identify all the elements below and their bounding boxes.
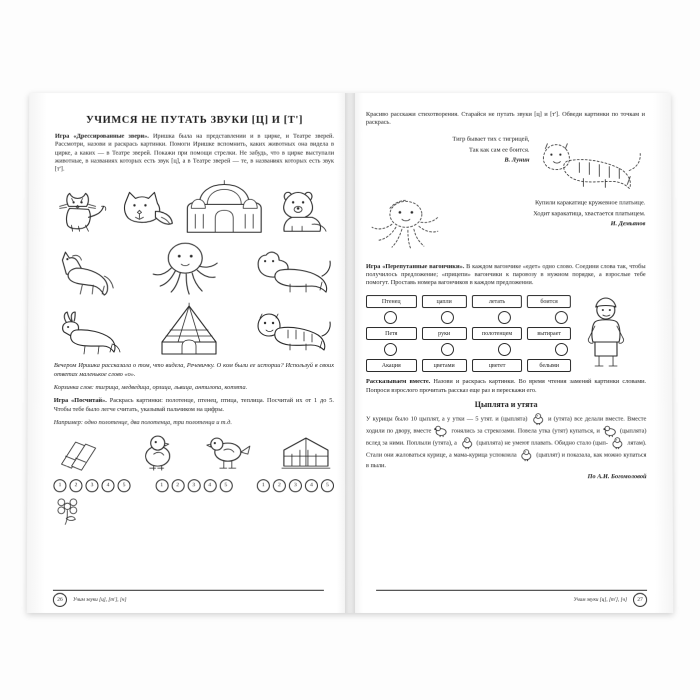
word-box[interactable]: белыми [527, 359, 571, 372]
animals-row-1 [55, 179, 335, 235]
game3-paragraph [366, 263, 646, 288]
story-line-5: (цыплята) не умеют плавать. Обидно стало (цып- [476, 439, 608, 447]
chick-drawing [136, 432, 180, 472]
num-1[interactable]: 1 [53, 479, 66, 492]
right-page [350, 93, 673, 613]
answer-circle[interactable] [555, 312, 568, 325]
poem1-line1: Тигр бывает тих с тигрицей, [452, 135, 530, 143]
game3-label: Игра «Перепутанные вагончики». [365, 262, 465, 270]
example-text: Например: одно полотенце, два полотенца, три полотенца и т.д. [53, 419, 232, 427]
num-3[interactable]: 3 [289, 479, 302, 492]
answer-circle[interactable] [498, 312, 511, 325]
num-4[interactable]: 4 [101, 479, 114, 492]
boy-drawing [577, 297, 635, 371]
word-box[interactable]: полотенцем [472, 327, 523, 340]
octopus-drawing [146, 239, 224, 299]
cat-drawing [55, 185, 113, 235]
circus-tent-drawing [152, 303, 226, 359]
word-box[interactable]: цапли [421, 296, 466, 309]
footer-caption-right: Учим звуки [ц], [т'], [ч] [573, 596, 628, 603]
numline-3[interactable] [257, 479, 334, 492]
game3-text: В каждом вагончике «едет» одно слово. Соедини слова так, чтобы получилось предложение; «прицепи» вагончики к паровозу в нужном порядке, а взрослые тебе помогут. Проставь номера вагончиков в каждом предложении. [365, 262, 646, 287]
answer-circle[interactable] [384, 343, 397, 356]
num-5[interactable]: 5 [118, 479, 131, 492]
story-line-6: лятам). Стали они жаловаться курице, а мама-курица успокоила [366, 439, 647, 459]
together-label: Рассказываем вместе. [366, 378, 431, 386]
train-row-3 [366, 359, 571, 372]
game1-paragraph [55, 133, 334, 174]
footer-caption-left: Учим звуки [ц], [т'], [ч] [72, 596, 127, 603]
story-line-3: гонялись за стрекозами. Повела утка (утят) купаться, и [451, 427, 600, 435]
story-body [366, 413, 647, 471]
game2-paragraph [54, 397, 334, 414]
train-row-2 [366, 327, 571, 340]
num-2[interactable]: 2 [171, 479, 184, 492]
animals-row-2 [54, 239, 334, 299]
word-box[interactable]: летать [472, 296, 523, 309]
open-book [27, 93, 674, 613]
chick-icon [531, 413, 545, 425]
answer-circle[interactable] [384, 312, 397, 325]
duckling-icon [434, 425, 448, 437]
goat-drawing [54, 311, 126, 359]
flower-drawing [53, 497, 334, 527]
tiger-drawing [252, 307, 334, 359]
duckling-icon [603, 425, 617, 437]
story-title: Цыплята и утята [474, 400, 538, 410]
num-2[interactable]: 2 [69, 479, 82, 492]
num-4[interactable]: 4 [305, 479, 318, 492]
numline-2[interactable] [155, 479, 232, 492]
num-4[interactable]: 4 [203, 479, 216, 492]
num-1[interactable]: 1 [257, 479, 270, 492]
word-box[interactable]: руки [422, 327, 467, 340]
towel-drawing [53, 434, 109, 472]
game1-label: Игра «Дрессированные звери». [54, 132, 149, 140]
answer-circle[interactable] [498, 343, 511, 356]
counting-number-rows [53, 476, 334, 492]
word-box[interactable]: Акация [366, 359, 417, 372]
train-row-1 [366, 296, 571, 309]
together-text: Назови и раскрась картинки. Во время чтения заменяй картинки словами. Попроси взрослого прочитать рассказ еще раз и перескажи его. [366, 378, 647, 394]
animals-row-3 [54, 303, 334, 359]
answer-circle[interactable] [441, 343, 454, 356]
horse-drawing [54, 247, 120, 299]
page-number-left: 26 [53, 593, 67, 607]
greenhouse-drawing [278, 432, 334, 472]
book-gutter [345, 93, 355, 613]
word-box[interactable]: вытирает [527, 327, 571, 340]
train-row-2-answers[interactable] [384, 343, 571, 356]
num-2[interactable]: 2 [273, 479, 286, 492]
num-3[interactable]: 3 [85, 479, 98, 492]
train-row-1-answers[interactable] [384, 312, 571, 325]
left-page-footer [53, 590, 324, 607]
num-1[interactable]: 1 [155, 479, 168, 492]
chick-icon [611, 437, 625, 449]
game1-text: Иришка была на представлении и в цирке, и Театре зверей. Рассмотри, назови и раскрась картинки. Помоги Иришке вспомнить, каких животных она видела в цирке, а каких — в Театре зверей. Покажи при помощи стрелки. Не забудь, что в цирке выступали животные, в названиях которых есть звук [ц], а в Театре зверей — те, в названиях которых есть звук [т']. [54, 132, 335, 173]
poem2-line2: Ходит каракатица, хвастается платьицем. [533, 210, 646, 218]
answer-circle[interactable] [441, 312, 454, 325]
story-line-4: (цыплята) вслед за ними. Поплыли (утята), а [366, 427, 647, 447]
circus-building-drawing [182, 179, 268, 235]
chick-icon [519, 449, 533, 461]
dotted-tiger-drawing [533, 132, 645, 194]
poem1-line2: Так как сам ее боится. [469, 146, 530, 154]
word-box[interactable]: Птенец [366, 296, 417, 309]
story-line-7: (цыплят) и показала, как можно купаться в пыли. [366, 451, 647, 470]
num-5[interactable]: 5 [219, 479, 232, 492]
poem2-author: И. Демьянов [610, 220, 646, 228]
word-box[interactable]: боится [527, 296, 571, 309]
story-author: По А.И. Богомоловой [587, 472, 647, 480]
poem1-author: В. Лунин [504, 156, 530, 164]
counting-row [53, 432, 334, 472]
numline-1[interactable] [53, 479, 130, 492]
fox-drawing [117, 185, 177, 235]
num-5[interactable]: 5 [321, 479, 334, 492]
left-page [27, 93, 351, 613]
panther-drawing [250, 247, 334, 299]
poem2-line1: Купили каракатице кружевное платьице. [535, 198, 646, 206]
evening-note: Вечером Иришка рассказала о том, что видела, Речевичку. О ком были ее истории? Используй в своих ответах маленькое слово «о». [53, 362, 334, 378]
right-page-footer [376, 590, 647, 607]
together-paragraph [366, 378, 646, 395]
answer-circle[interactable] [555, 343, 568, 356]
word-basket: Корзинка слов: тигрица, медведица, орлица, львица, антилопа, котята. [53, 384, 248, 392]
word-box[interactable]: цветами [422, 359, 467, 372]
dotted-cuttlefish-drawing [366, 196, 462, 260]
bear-drawing [272, 185, 334, 235]
bird-drawing [206, 432, 252, 472]
story-line-2: и (утята) все делали вместе. Вместе ходили по двору, вместе [366, 415, 647, 435]
num-3[interactable]: 3 [187, 479, 200, 492]
game2-label: Игра «Посчитай». [53, 397, 107, 405]
chick-icon [460, 437, 474, 449]
train-word-boxes [366, 293, 571, 376]
word-box[interactable]: Петя [366, 327, 417, 340]
page-number-right: 27 [633, 593, 647, 607]
story-line-1: У курицы было 10 цыплят, а у утки — 5 утят. и (цыплята) [366, 415, 528, 423]
page-title: УЧИМСЯ НЕ ПУТАТЬ ЗВУКИ [Ц] И [Т'] [86, 114, 304, 126]
game2-text: Раскрась картинки: полотенце, птенец, птица, теплица. Посчитай их от 1 до 5. Чтобы тебе было легче считать, указывай пальчиком на цифры. [53, 397, 335, 413]
word-box[interactable]: цветет [472, 359, 523, 372]
intro-paragraph: Красиво расскажи стихотворения. Старайся не путать звуки [ц] и [т']. Обведи картинки по точкам и раскрась. [365, 110, 645, 127]
